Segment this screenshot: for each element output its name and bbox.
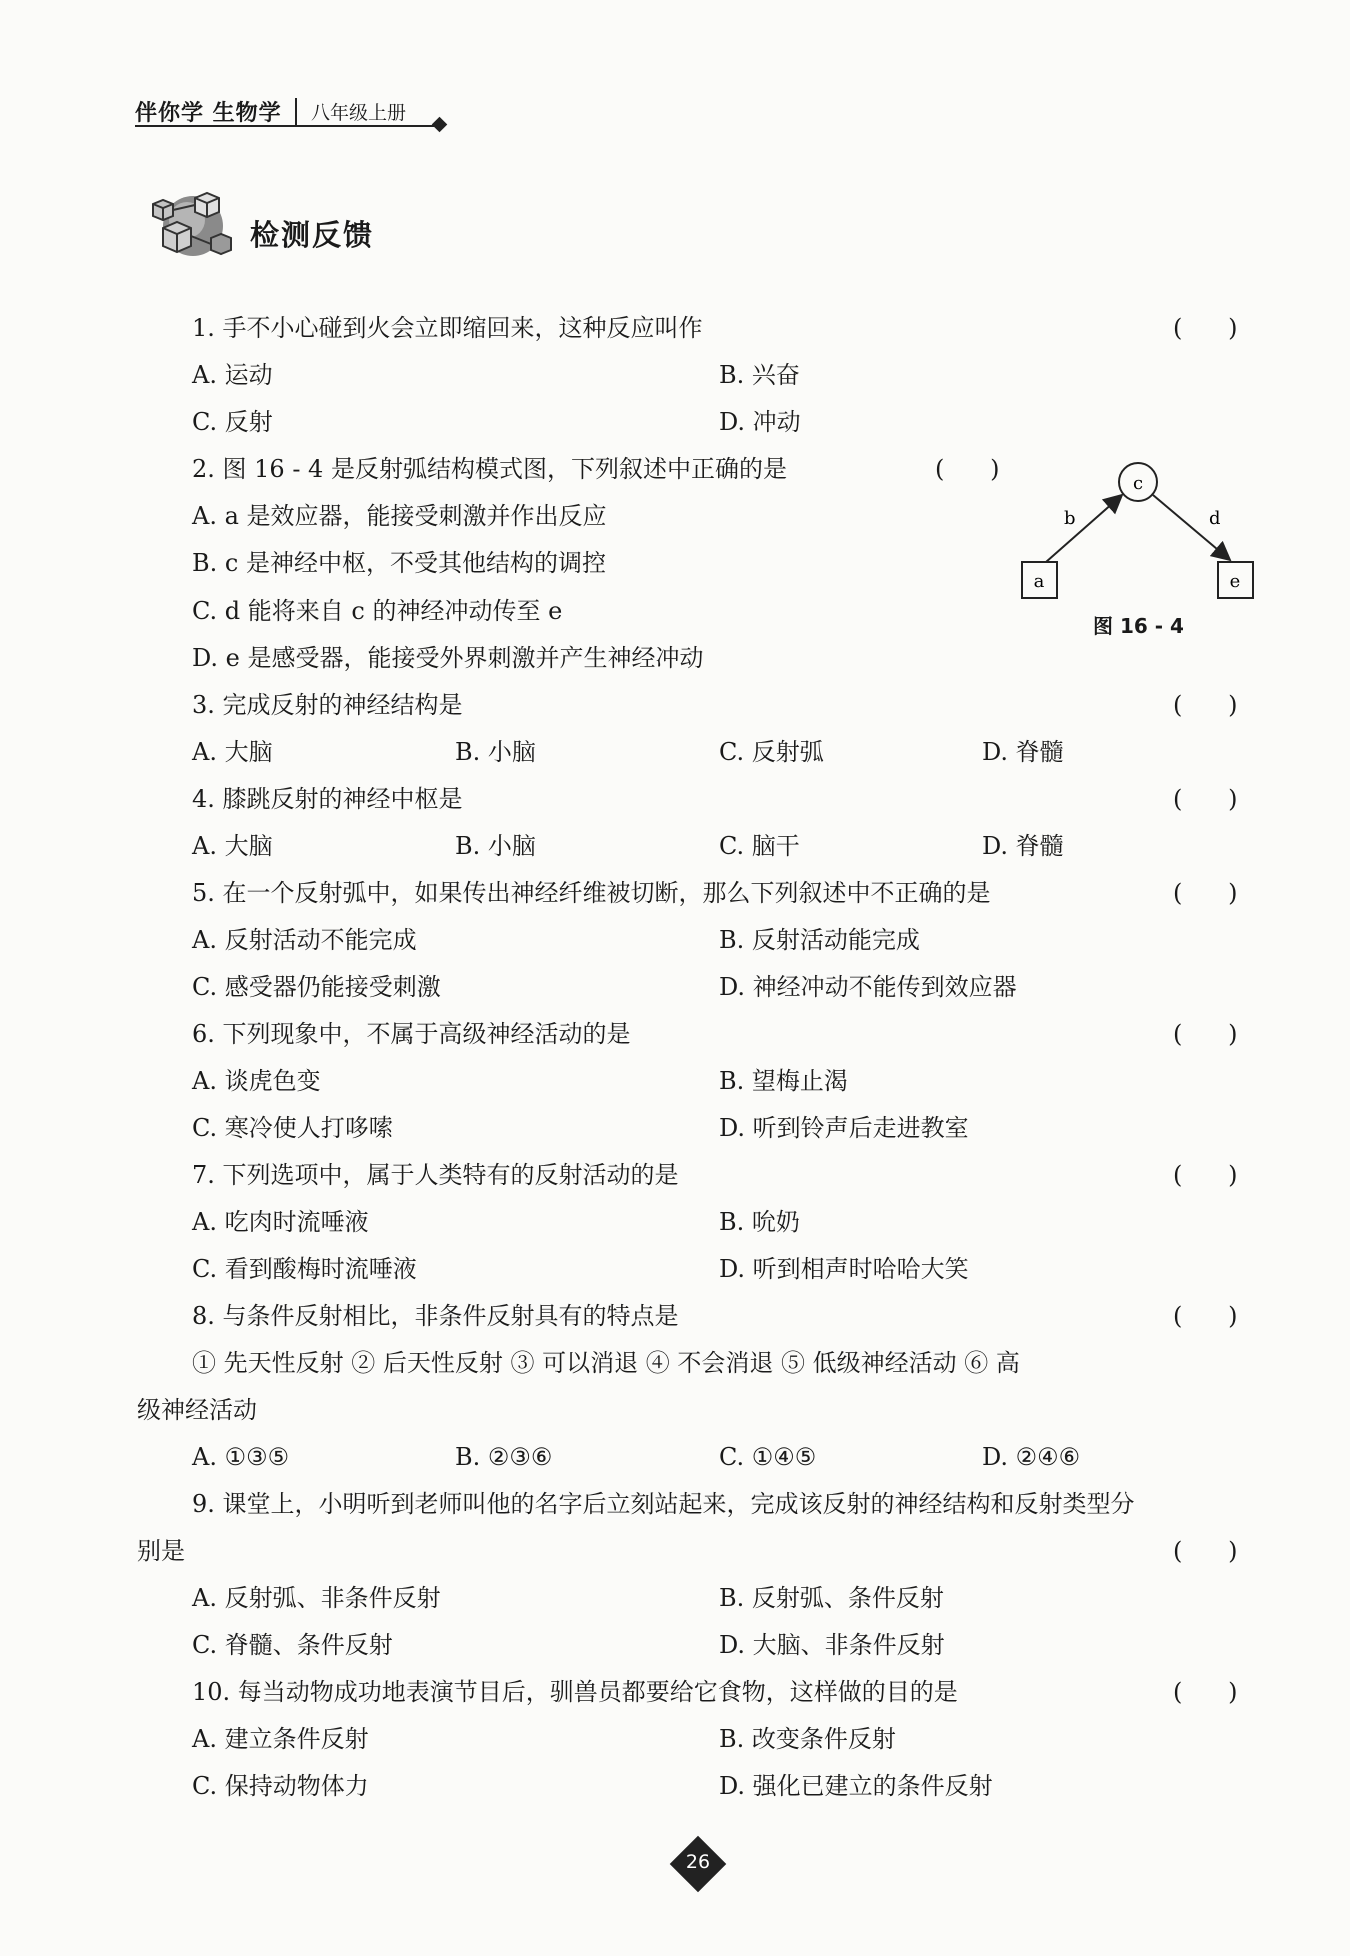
q1-option-a: A. 运动 <box>192 361 273 389</box>
q5-option-d: D. 神经冲动不能传到效应器 <box>719 973 1017 1001</box>
answer-blank-10[interactable]: ( ) <box>1173 1678 1238 1706</box>
q5-option-c: C. 感受器仍能接受刺激 <box>192 973 441 1001</box>
q10-option-d: D. 强化已建立的条件反射 <box>719 1772 993 1800</box>
node-e-label: e <box>1229 571 1241 592</box>
answer-blank-4[interactable]: ( ) <box>1173 785 1238 813</box>
answer-blank-3[interactable]: ( ) <box>1173 691 1238 719</box>
grade-label: 八年级上册 <box>295 98 406 125</box>
q3-option-d: D. 脊髓 <box>982 738 1064 766</box>
q2-option-d: D. e 是感受器，能接受外界刺激并产生神经冲动 <box>192 644 704 672</box>
answer-blank-1[interactable]: ( ) <box>1173 314 1238 342</box>
q2-option-b: B. c 是神经中枢，不受其他结构的调控 <box>192 549 606 577</box>
book-title: 伴你学 生物学 <box>135 101 282 126</box>
answer-blank-7[interactable]: ( ) <box>1173 1161 1238 1189</box>
q10-option-a: A. 建立条件反射 <box>192 1725 369 1753</box>
question-9-stem: 9. 课堂上，小明听到老师叫他的名字后立刻站起来，完成该反射的神经结构和反射类型分 <box>192 1490 1135 1518</box>
answer-blank-8[interactable]: ( ) <box>1173 1302 1238 1330</box>
q7-option-a: A. 吃肉时流唾液 <box>192 1208 369 1236</box>
q4-option-c: C. 脑干 <box>719 832 800 860</box>
q8-option-c: C. ①④⑤ <box>719 1443 817 1471</box>
q6-option-d: D. 听到铃声后走进教室 <box>719 1114 969 1142</box>
q3-option-c: C. 反射弧 <box>719 738 824 766</box>
q9-option-d: D. 大脑、非条件反射 <box>719 1631 945 1659</box>
q5-option-a: A. 反射活动不能完成 <box>192 926 417 954</box>
node-b-label: b <box>1064 508 1076 529</box>
q2-option-a: A. a 是效应器，能接受刺激并作出反应 <box>192 502 607 530</box>
q1-option-b: B. 兴奋 <box>719 361 800 389</box>
q3-option-a: A. 大脑 <box>192 738 273 766</box>
page-number: 26 <box>685 1851 711 1873</box>
header-diamond-icon <box>432 117 448 133</box>
answer-blank-9[interactable]: ( ) <box>1173 1537 1238 1565</box>
q6-option-a: A. 谈虎色变 <box>192 1067 321 1095</box>
q1-option-c: C. 反射 <box>192 408 273 436</box>
answer-blank-6[interactable]: ( ) <box>1173 1020 1238 1048</box>
question-7-stem: 7. 下列选项中，属于人类特有的反射活动的是 <box>192 1161 679 1189</box>
q7-option-c: C. 看到酸梅时流唾液 <box>192 1255 417 1283</box>
q4-option-d: D. 脊髓 <box>982 832 1064 860</box>
question-6-stem: 6. 下列现象中，不属于高级神经活动的是 <box>192 1020 631 1048</box>
q9-option-b: B. 反射弧、条件反射 <box>719 1584 944 1612</box>
question-2-stem: 2. 图 16 - 4 是反射弧结构模式图，下列叙述中正确的是 <box>192 455 787 483</box>
arrow-b <box>1046 495 1122 562</box>
cube-network-icon <box>145 190 237 270</box>
q5-option-b: B. 反射活动能完成 <box>719 926 920 954</box>
q9-option-c: C. 脊髓、条件反射 <box>192 1631 393 1659</box>
q8-option-b: B. ②③⑥ <box>455 1443 553 1471</box>
q4-option-b: B. 小脑 <box>455 832 536 860</box>
q10-option-c: C. 保持动物体力 <box>192 1772 369 1800</box>
q8-option-a: A. ①③⑤ <box>192 1443 290 1471</box>
header-rule <box>135 125 440 127</box>
question-9-stem-cont: 别是 <box>137 1537 185 1565</box>
answer-blank-2[interactable]: ( ) <box>935 455 1000 483</box>
figure-caption: 图 16 - 4 <box>1093 614 1184 638</box>
q10-option-b: B. 改变条件反射 <box>719 1725 896 1753</box>
q9-option-a: A. 反射弧、非条件反射 <box>192 1584 441 1612</box>
q7-option-d: D. 听到相声时哈哈大笑 <box>719 1255 969 1283</box>
node-d-label: d <box>1209 508 1221 529</box>
question-5-stem: 5. 在一个反射弧中，如果传出神经纤维被切断，那么下列叙述中不正确的是 <box>192 879 991 907</box>
question-8-statements: ① 先天性反射 ② 后天性反射 ③ 可以消退 ④ 不会消退 ⑤ 低级神经活动 ⑥ 高 <box>192 1349 1020 1377</box>
node-c-label: c <box>1132 473 1144 494</box>
question-3-stem: 3. 完成反射的神经结构是 <box>192 691 463 719</box>
section-title: 检测反馈 <box>250 218 375 252</box>
answer-blank-5[interactable]: ( ) <box>1173 879 1238 907</box>
question-8-statements-cont: 级神经活动 <box>137 1396 257 1424</box>
q6-option-c: C. 寒冷使人打哆嗦 <box>192 1114 393 1142</box>
page-number-badge <box>672 1838 724 1890</box>
q8-option-d: D. ②④⑥ <box>982 1443 1081 1471</box>
node-a-label: a <box>1033 571 1045 592</box>
q2-option-c: C. d 能将来自 c 的神经冲动传至 e <box>192 597 563 625</box>
running-header <box>135 96 450 136</box>
question-4-stem: 4. 膝跳反射的神经中枢是 <box>192 785 463 813</box>
question-10-stem: 10. 每当动物成功地表演节目后，驯兽员都要给它食物，这样做的目的是 <box>192 1678 958 1706</box>
q1-option-d: D. 冲动 <box>719 408 801 436</box>
q4-option-a: A. 大脑 <box>192 832 273 860</box>
q6-option-b: B. 望梅止渴 <box>719 1067 848 1095</box>
q7-option-b: B. 吮奶 <box>719 1208 800 1236</box>
question-8-stem: 8. 与条件反射相比，非条件反射具有的特点是 <box>192 1302 679 1330</box>
question-1-stem: 1. 手不小心碰到火会立即缩回来，这种反应叫作 <box>192 314 703 342</box>
q3-option-b: B. 小脑 <box>455 738 536 766</box>
